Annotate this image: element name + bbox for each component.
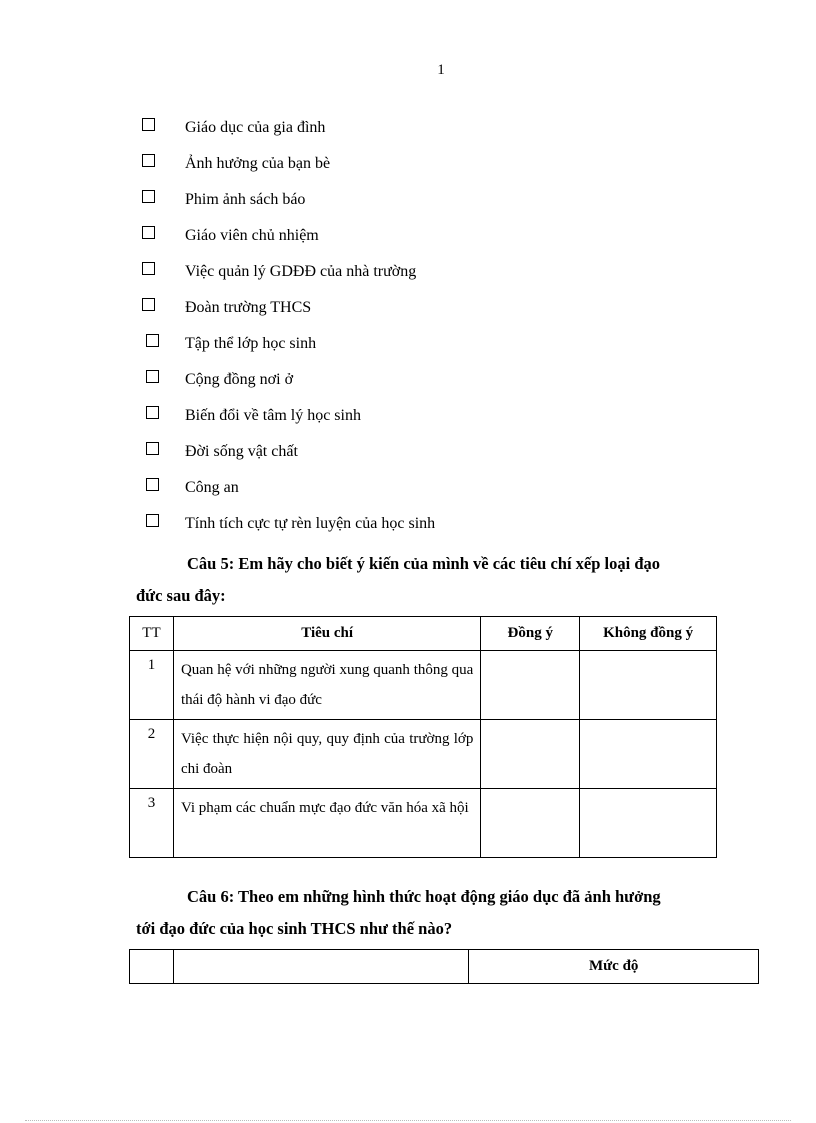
criteria-table bbox=[129, 616, 717, 858]
list-item bbox=[142, 332, 702, 368]
checkbox[interactable] bbox=[142, 226, 155, 239]
page-divider bbox=[25, 1120, 791, 1121]
row-number: 3 bbox=[130, 789, 174, 858]
column-header-2 bbox=[173, 950, 469, 984]
table-header-row bbox=[130, 617, 717, 651]
checkbox[interactable] bbox=[146, 334, 159, 347]
page-number: 1 bbox=[437, 62, 445, 78]
column-header-disagree: Không đồng ý bbox=[580, 617, 717, 651]
option-label: Cộng đồng nơi ở bbox=[185, 371, 294, 388]
option-label: Đoàn trường THCS bbox=[185, 299, 312, 316]
criterion-cell: Vi phạm các chuẩn mực đạo đức văn hóa xã hội bbox=[173, 789, 480, 858]
checkbox[interactable] bbox=[142, 154, 155, 167]
option-label: Công an bbox=[185, 479, 239, 496]
option-list bbox=[142, 116, 702, 548]
checkbox[interactable] bbox=[142, 262, 155, 275]
question-6-line-1: Câu 6: Theo em những hình thức hoạt động giáo dục đã ảnh hưởng bbox=[187, 887, 661, 906]
row-number: 1 bbox=[130, 651, 174, 720]
option-label: Tập thể lớp học sinh bbox=[185, 335, 317, 352]
question-5-line-2: đức sau đây: bbox=[136, 586, 226, 605]
question-6 bbox=[136, 881, 748, 945]
row-number: 2 bbox=[130, 720, 174, 789]
checkbox[interactable] bbox=[146, 514, 159, 527]
option-label: Tính tích cực tự rèn luyện của học sinh bbox=[185, 515, 436, 532]
list-item bbox=[142, 368, 702, 404]
column-header-1 bbox=[130, 950, 174, 984]
table-row bbox=[130, 789, 717, 858]
disagree-cell[interactable] bbox=[580, 651, 717, 720]
option-label: Biến đổi về tâm lý học sinh bbox=[185, 407, 361, 424]
list-item bbox=[142, 512, 702, 548]
list-item bbox=[142, 224, 702, 260]
question-5-line-1: Câu 5: Em hãy cho biết ý kiến của mình về các tiêu chí xếp loại đạo bbox=[187, 554, 661, 573]
agree-cell[interactable] bbox=[481, 651, 580, 720]
column-header-tt: TT bbox=[130, 617, 174, 651]
list-item bbox=[142, 404, 702, 440]
checkbox[interactable] bbox=[146, 406, 159, 419]
question-5 bbox=[136, 548, 748, 612]
checkbox[interactable] bbox=[146, 478, 159, 491]
question-6-line-2: tới đạo đức của học sinh THCS như thế nào? bbox=[136, 919, 453, 938]
list-item bbox=[142, 152, 702, 188]
table-header-row bbox=[130, 950, 759, 984]
disagree-cell[interactable] bbox=[580, 789, 717, 858]
agree-cell[interactable] bbox=[481, 720, 580, 789]
option-label: Giáo viên chủ nhiệm bbox=[185, 227, 319, 244]
checkbox[interactable] bbox=[146, 370, 159, 383]
checkbox[interactable] bbox=[142, 298, 155, 311]
list-item bbox=[142, 440, 702, 476]
criterion-cell: Quan hệ với những người xung quanh thông qua thái độ hành vi đạo đức bbox=[173, 651, 480, 720]
option-label: Giáo dục của gia đình bbox=[185, 119, 326, 136]
list-item bbox=[142, 476, 702, 512]
checkbox[interactable] bbox=[142, 190, 155, 203]
activity-table bbox=[129, 949, 759, 984]
table-row bbox=[130, 651, 717, 720]
option-label: Việc quản lý GDĐĐ của nhà trường bbox=[185, 263, 417, 280]
criterion-cell: Việc thực hiện nội quy, quy định của trường lớp chi đoàn bbox=[173, 720, 480, 789]
table-row bbox=[130, 720, 717, 789]
agree-cell[interactable] bbox=[481, 789, 580, 858]
list-item bbox=[142, 188, 702, 224]
column-header-agree: Đồng ý bbox=[481, 617, 580, 651]
option-label: Ảnh hưởng của bạn bè bbox=[185, 155, 331, 172]
list-item bbox=[142, 296, 702, 332]
column-header-criterion: Tiêu chí bbox=[173, 617, 480, 651]
checkbox[interactable] bbox=[142, 118, 155, 131]
checkbox[interactable] bbox=[146, 442, 159, 455]
option-label: Đời sống vật chất bbox=[185, 443, 298, 460]
column-header-level: Mức độ bbox=[469, 950, 759, 984]
disagree-cell[interactable] bbox=[580, 720, 717, 789]
list-item bbox=[142, 116, 702, 152]
option-label: Phim ảnh sách báo bbox=[185, 191, 306, 208]
list-item bbox=[142, 260, 702, 296]
